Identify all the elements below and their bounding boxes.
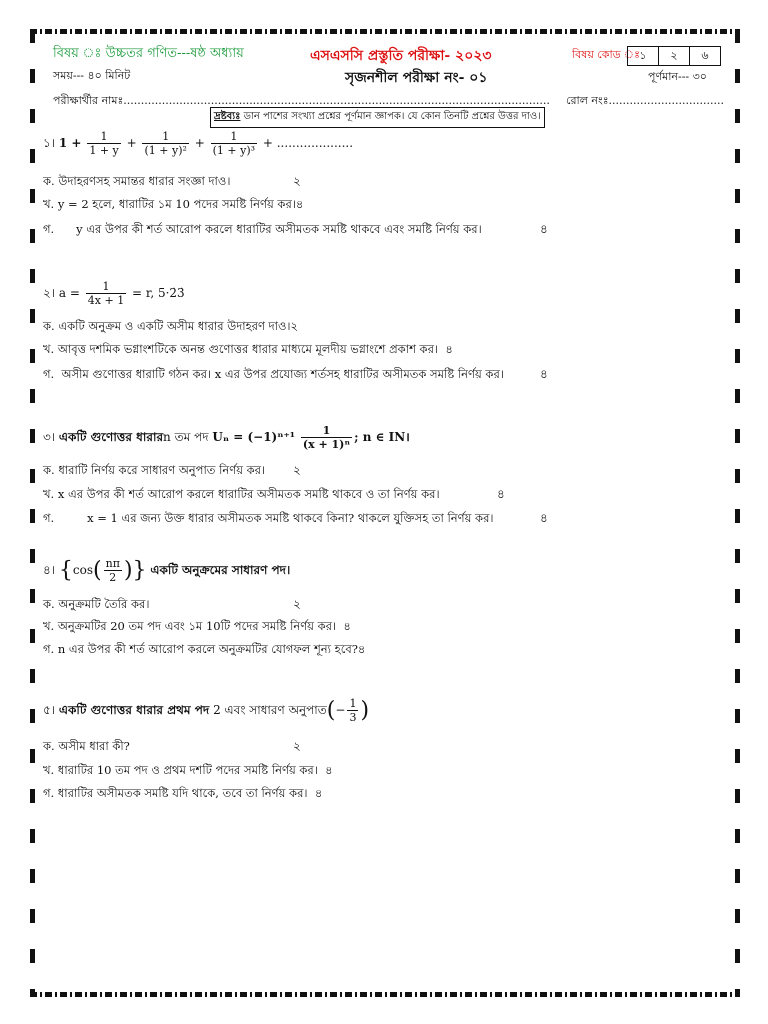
part-text: ধারাটির 10 তম পদ ও প্রথম দশটি পদের সমষ্টি নির্ণয় কর। bbox=[57, 763, 318, 777]
part-label: খ. bbox=[43, 487, 55, 501]
roll-number-field[interactable]: রোল নংঃ................................. bbox=[566, 94, 724, 107]
full-marks: পূর্ণমান--- ৩০ bbox=[648, 70, 707, 83]
part-text: আবৃত্ত দশমিক ভগ্নাংশটিকে অনন্ত গুণোত্তর ধারার মাধ্যমে মূলদীয় ভগ্নাংশে প্রকাশ কর। bbox=[57, 342, 439, 356]
question-1-part-a bbox=[43, 173, 230, 192]
fraction bbox=[347, 697, 358, 724]
subject-code-boxes bbox=[628, 46, 721, 66]
part-mark: ২ bbox=[293, 597, 301, 611]
part-text: n এর উপর কী শর্ত আরোপ করলে অনুক্রমটির যোগফল শূন্য হবে? bbox=[57, 642, 358, 656]
part-text: অসীম ধারা কী? bbox=[58, 739, 130, 753]
part-label: গ. bbox=[43, 511, 55, 525]
subject-code-digit: ২ bbox=[658, 46, 690, 66]
part-label: ক. bbox=[43, 739, 55, 753]
part-mark: ৪ bbox=[325, 763, 333, 777]
part-mark: ৪ bbox=[497, 487, 505, 501]
fraction-numerator: 1 bbox=[87, 130, 120, 144]
part-mark: ৪ bbox=[540, 511, 548, 525]
part-text: ধারাটির অসীমতক সমষ্টি যদি থাকে, তবে তা নির্ণয় কর। bbox=[57, 786, 308, 800]
examinee-name-field[interactable]: পরীক্ষার্থীর নামঃ.......................................................................................................................... bbox=[53, 94, 550, 107]
part-text: ধারাটি নির্ণয় করে সাধারণ অনুপাত নির্ণয় কর। bbox=[58, 463, 266, 477]
question-1-part-b bbox=[43, 196, 303, 215]
fraction-denominator: 1 + y bbox=[89, 144, 119, 157]
part-mark: ৪ bbox=[540, 367, 548, 381]
fraction bbox=[211, 130, 257, 157]
math-operator: − bbox=[335, 703, 346, 717]
stem-text: একটি গুণোত্তর ধারার bbox=[58, 430, 164, 444]
stem-text: একটি অনুক্রমের সাধারণ পদ। bbox=[150, 563, 291, 577]
fraction-numerator: 1 bbox=[211, 130, 257, 144]
fraction-denominator: 2 bbox=[109, 571, 117, 584]
fraction-numerator: 1 bbox=[349, 697, 357, 710]
math-term: 1 + bbox=[58, 136, 82, 150]
part-mark: ৪ bbox=[343, 619, 351, 633]
question-2-part-b bbox=[43, 341, 453, 360]
question-number: ৩। bbox=[43, 430, 56, 444]
page-border-left bbox=[30, 29, 35, 997]
part-label: ক. bbox=[43, 597, 55, 611]
part-mark: ২ bbox=[293, 463, 301, 477]
part-label: গ. bbox=[43, 642, 55, 656]
fraction-denominator: (1 + y)³ bbox=[212, 144, 256, 157]
part-label: ক. bbox=[43, 174, 55, 188]
part-text: অসীম গুণোত্তর ধারাটি গঠন কর। x এর উপর প্রযোজ্য শর্তসহ ধারাটির অসীমতক সমষ্টি নির্ণয় কর। bbox=[61, 367, 504, 381]
fraction-denominator: 4x + 1 bbox=[87, 294, 125, 307]
math-term: cos bbox=[72, 563, 94, 577]
math-term: ; n ∈ IN। bbox=[354, 430, 410, 444]
part-label: খ. bbox=[43, 197, 55, 211]
part-mark: ২ bbox=[290, 319, 299, 333]
question-1-stem bbox=[43, 130, 353, 157]
part-label: ক. bbox=[43, 463, 55, 477]
instruction-note bbox=[210, 107, 545, 128]
question-4-stem bbox=[43, 557, 290, 584]
note-text: ডান পাশের সংখ্যা প্রশ্নের পূর্ণমান জ্ঞাপক। যে কোন তিনটি প্রশ্নের উত্তর দাও। bbox=[240, 111, 541, 122]
question-3-part-c bbox=[43, 510, 494, 529]
question-3-part-a bbox=[43, 462, 265, 481]
question-2-stem bbox=[43, 280, 185, 307]
stem-text: n তম পদ bbox=[163, 430, 209, 444]
part-label: গ. bbox=[43, 222, 55, 236]
question-5-part-b bbox=[43, 762, 333, 781]
exam-title: এসএসসি প্রস্তুতি পরীক্ষা- ২০২৩ bbox=[310, 48, 492, 64]
math-operator: + bbox=[194, 136, 205, 150]
fraction bbox=[142, 130, 188, 157]
part-mark: ৪ bbox=[314, 786, 323, 800]
right-paren: ) bbox=[123, 558, 133, 583]
part-text: অনুক্রমটির 20 তম পদ এবং ১ম 10টি পদের সমষ্টি নির্ণয় কর। bbox=[57, 619, 337, 633]
question-1-part-c bbox=[43, 221, 482, 240]
subject-title: বিষয় ঃ উচ্চতর গণিত---ষষ্ঠ অধ্যায় bbox=[53, 46, 244, 61]
part-text: উদাহরণসহ সমান্তর ধারার সংজ্ঞা দাও। bbox=[58, 174, 231, 188]
stem-text: একটি গুণোত্তর ধারার প্রথম পদ bbox=[58, 703, 210, 717]
question-2-part-c bbox=[43, 366, 504, 385]
math-term: = r, 5·2̇3̇ bbox=[132, 286, 185, 300]
fraction bbox=[301, 424, 352, 451]
math-term: + .................... bbox=[262, 136, 354, 150]
math-term: Uₙ = (−1)ⁿ⁺¹ bbox=[212, 430, 296, 444]
question-4-part-a bbox=[43, 596, 149, 615]
part-label: গ. bbox=[43, 786, 55, 800]
fraction-numerator: nπ bbox=[105, 557, 120, 570]
left-paren: ( bbox=[326, 698, 336, 723]
question-5-part-c bbox=[43, 785, 322, 804]
part-mark: ৪ bbox=[295, 197, 304, 211]
question-number: ২। bbox=[43, 286, 56, 300]
stem-text: 2 এবং সাধারণ অনুপাত bbox=[213, 703, 327, 717]
part-text: অনুক্রমটি তৈরি কর। bbox=[58, 597, 150, 611]
part-mark: ২ bbox=[293, 174, 301, 188]
test-number: সৃজনশীল পরীক্ষা নং- ০১ bbox=[345, 70, 488, 86]
right-brace: } bbox=[132, 558, 147, 583]
part-text: একটি অনুক্রম ও একটি অসীম ধারার উদাহরণ দাও। bbox=[58, 319, 291, 333]
part-text: y এর উপর কী শর্ত আরোপ করলে ধারাটির অসীমতক সমষ্টি থাকবে এবং সমষ্টি নির্ণয় কর। bbox=[76, 222, 482, 236]
part-text: x এর উপর কী শর্ত আরোপ করলে ধারাটির অসীমতক সমষ্টি থাকবে ও তা নির্ণয় কর। bbox=[57, 487, 440, 501]
part-mark: ৪ bbox=[540, 222, 548, 236]
question-4-part-b bbox=[43, 618, 351, 637]
part-label: খ. bbox=[43, 763, 55, 777]
fraction-denominator: (x + 1)ⁿ bbox=[302, 438, 351, 451]
part-text: x = 1 এর জন্য উক্ত ধারার অসীমতক সমষ্টি থাকবে কিনা? থাকলে যুক্তিসহ তা নির্ণয় কর। bbox=[87, 511, 494, 525]
question-3-stem bbox=[43, 424, 410, 451]
page-border-right bbox=[735, 29, 740, 997]
part-label: গ. bbox=[43, 367, 55, 381]
subject-code-label: বিষয় কোড ঃ bbox=[572, 48, 640, 61]
question-4-part-c bbox=[43, 641, 365, 660]
part-mark: ৪ bbox=[357, 642, 366, 656]
subject-code-digit: ১ bbox=[627, 46, 659, 66]
page-border-bottom bbox=[30, 992, 740, 997]
question-3-part-b bbox=[43, 486, 440, 505]
question-number: ৫। bbox=[43, 703, 56, 717]
left-brace: { bbox=[58, 558, 73, 583]
question-number: ১। bbox=[43, 136, 56, 150]
question-5-part-a bbox=[43, 738, 130, 757]
part-label: খ. bbox=[43, 342, 55, 356]
fraction-numerator: 1 bbox=[301, 424, 352, 438]
question-number: ৪। bbox=[43, 563, 56, 577]
part-label: খ. bbox=[43, 619, 55, 633]
question-5-stem bbox=[43, 697, 369, 724]
fraction bbox=[87, 130, 120, 157]
note-label: দ্রষ্টব্যঃ bbox=[214, 111, 241, 122]
part-mark: ৪ bbox=[445, 342, 453, 356]
math-term: a = bbox=[58, 286, 80, 300]
part-label: ক. bbox=[43, 319, 55, 333]
page-border-top bbox=[30, 29, 740, 34]
question-2-part-a bbox=[43, 318, 298, 337]
exam-time: সময়--- ৪০ মিনিট bbox=[53, 69, 131, 82]
fraction-numerator: 1 bbox=[86, 280, 126, 294]
right-paren: ) bbox=[360, 698, 370, 723]
fraction bbox=[104, 557, 122, 584]
subject-code-digit: ৬ bbox=[689, 46, 721, 66]
part-mark: ২ bbox=[293, 739, 301, 753]
left-paren: ( bbox=[93, 558, 102, 583]
fraction-denominator: 3 bbox=[349, 711, 357, 724]
fraction-numerator: 1 bbox=[142, 130, 188, 144]
fraction-denominator: (1 + y)² bbox=[144, 144, 187, 157]
fraction bbox=[86, 280, 126, 307]
part-text: y = 2 হলে, ধারাটির ১ম 10 পদের সমষ্টি নির্ণয় কর। bbox=[57, 197, 296, 211]
math-operator: + bbox=[126, 136, 137, 150]
